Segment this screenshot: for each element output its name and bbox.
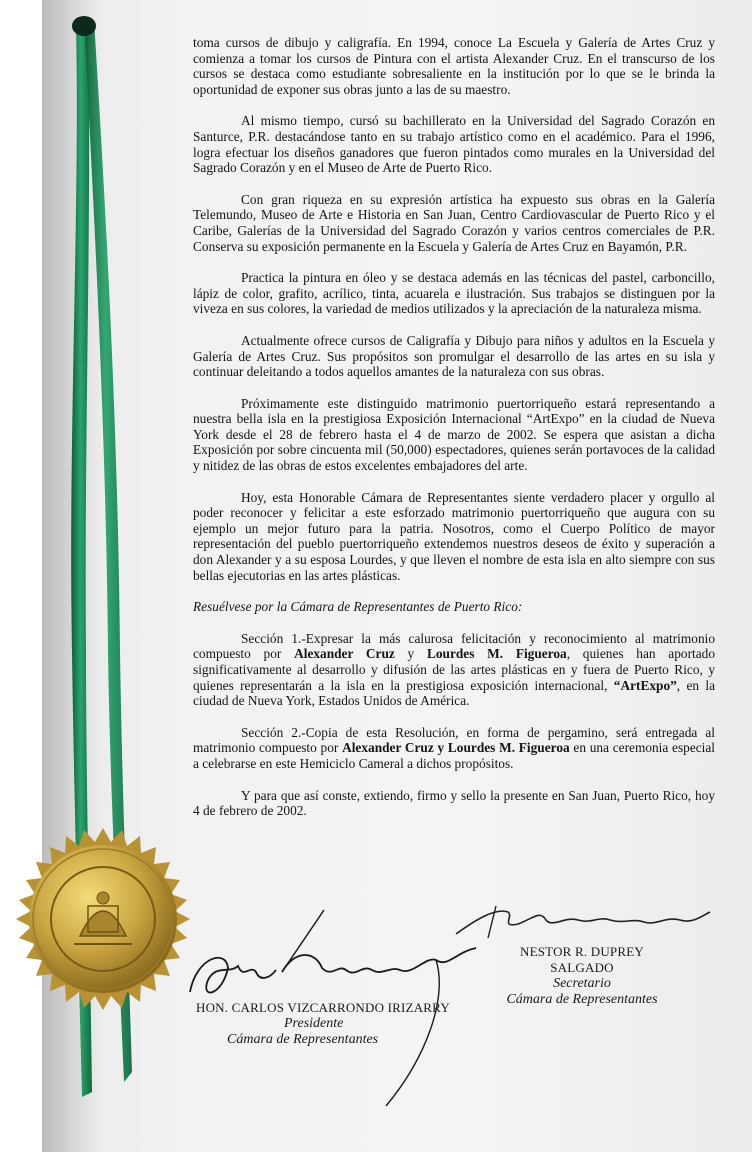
section-1 [193,631,715,709]
closing-paragraph: Y para que así conste, extiendo, firmo y sello la presente en San Juan, Puerto Rico, hoy 4 de febrero de 2002. [193,787,715,819]
resolve-heading-text: Resuélvese por la Cámara de Representantes de Puerto Rico: [193,599,523,615]
section-2-text-a: Sección 2.-Copia de esta Resolución, en forma de pergamino, será entregada al matrimonio compuesto por [193,724,715,756]
paragraph-2: Al mismo tiempo, cursó su bachillerato en la Universidad del Sagrado Corazón en Santurce, P.R. destacándose tanto en su trabajo artístico como en el académico. Para el 1996, logra efectuar los diseños ganadores que fueron pintados como murales en la Universidad del Sagrado Corazón y en el Museo de Arte de Puerto Rico. [193,113,715,176]
section-2 [193,725,715,772]
section-1-name-1: Alexander Cruz [294,646,395,662]
secretary-name: NESTOR R. DUPREY SALGADO [520,944,644,975]
gold-seal-icon [10,826,196,1012]
paragraph-1: toma cursos de dibujo y caligrafía. En 1994, conoce La Escuela y Galería de Artes Cruz y comienza a tomar los cursos de Pintura con el artista Alexander Cruz. En el transcurso de los cursos se destaca como estudiante sobresaliente en la institución por lo que se le brinda la oportunidad de exponer sus obras junto a las de su maestro. [193,35,715,97]
section-1-text-c: , en la ciudad de Nueva York, Estados Unidos de América. [193,677,716,709]
president-title: Presidente [284,1016,344,1031]
paragraph-4: Practica la pintura en óleo y se destaca además en las técnicas del pastel, carboncillo, lápiz de color, grafito, acrílico, tinta, acuarela e ilustración. Sus trabajos se distinguen por la viveza en sus colores, la variedad de medios utilizados y la apreciación de la naturaleza misma. [193,270,715,317]
section-2-text-b: en una ceremonia especial a celebrarse en este Hemiciclo Cameral a dichos propósitos. [193,740,716,771]
section-2-names: Alexander Cruz y Lourdes M. Figueroa [342,740,570,756]
section-1-expo: “ArtExpo” [613,677,677,693]
secretary-signature-icon [448,898,718,946]
president-block [196,1000,466,1048]
paragraph-6: Próximamente este distinguido matrimonio puertorriqueño estará representando a nuestra bella isla en la prestigiosa Exposición Internacional “ArtExpo” en la ciudad de Nueva York desde el 28 de febrero hasta el 4 de marzo de 2002. Se espera que asistan a dicha Exposición por sobre cincuenta mil (50,000) espectadores, quienes serán portavoces de la calidad y nitidez de las obras de estos excelentes embajadores del arte. [193,395,715,474]
paragraph-7: Hoy, esta Honorable Cámara de Representantes siente verdadero placer y orgullo al poder reconocer y felicitar a este esforzado matrimonio puertorriqueño que augura con su ejemplo un mejor futuro para la patria. Nosotros, como el Cuerpo Político de mayor representación del pueblo puertorriqueño extendemos nuestros deseos de éxito y superación a don Alexander y a su esposa Lourdes, y que lleven el nombre de esta isla en alto siempre con sus bellas ejecutorias en las artes plásticas. [193,489,715,583]
secretary-block [487,944,677,1008]
secretary-body: Cámara de Representantes [506,992,658,1007]
paragraph-3: Con gran riqueza en su expresión artística ha expuesto sus obras en la Galería Telemundo, Museo de Arte e Historia en San Juan, Centro Cardiovascular de Puerto Rico y el Caribe, Galerías de la Universidad del Sagrado Corazón y varios centros comerciales de P.R. Conserva su exposición permanente en la Escuela y Galería de Artes Cruz en Bayamón, P.R. [193,191,715,254]
president-name: HON. CARLOS VIZCARRONDO IRIZARRY [196,1000,450,1015]
section-1-and: y [394,646,427,662]
section-1-text-a: Sección 1.-Expresar la más calurosa felicitación y reconocimiento al matrimonio compuesto por [193,630,715,662]
resolution-body [193,35,715,819]
section-1-text-b: , quienes han aportado significativamente al desarrollo y difusión de las artes plásticas en y fuera de Puerto Rico, y quienes representarán a la isla en la prestigiosa exposición internacional, [193,646,715,693]
president-body: Cámara de Representantes [227,1032,379,1047]
section-1-name-2: Lourdes M. Figueroa [426,646,567,662]
paragraph-5: Actualmente ofrece cursos de Caligrafía y Dibujo para niños y adultos en la Escuela y Galería de Artes Cruz. Sus propósitos son promulgar el desarrollo de las artes en su isla y continuar deleitando a todos aquellos amantes de la naturaleza con sus obras. [193,332,715,380]
secretary-title: Secretario [553,976,611,991]
resolve-heading [193,599,715,615]
